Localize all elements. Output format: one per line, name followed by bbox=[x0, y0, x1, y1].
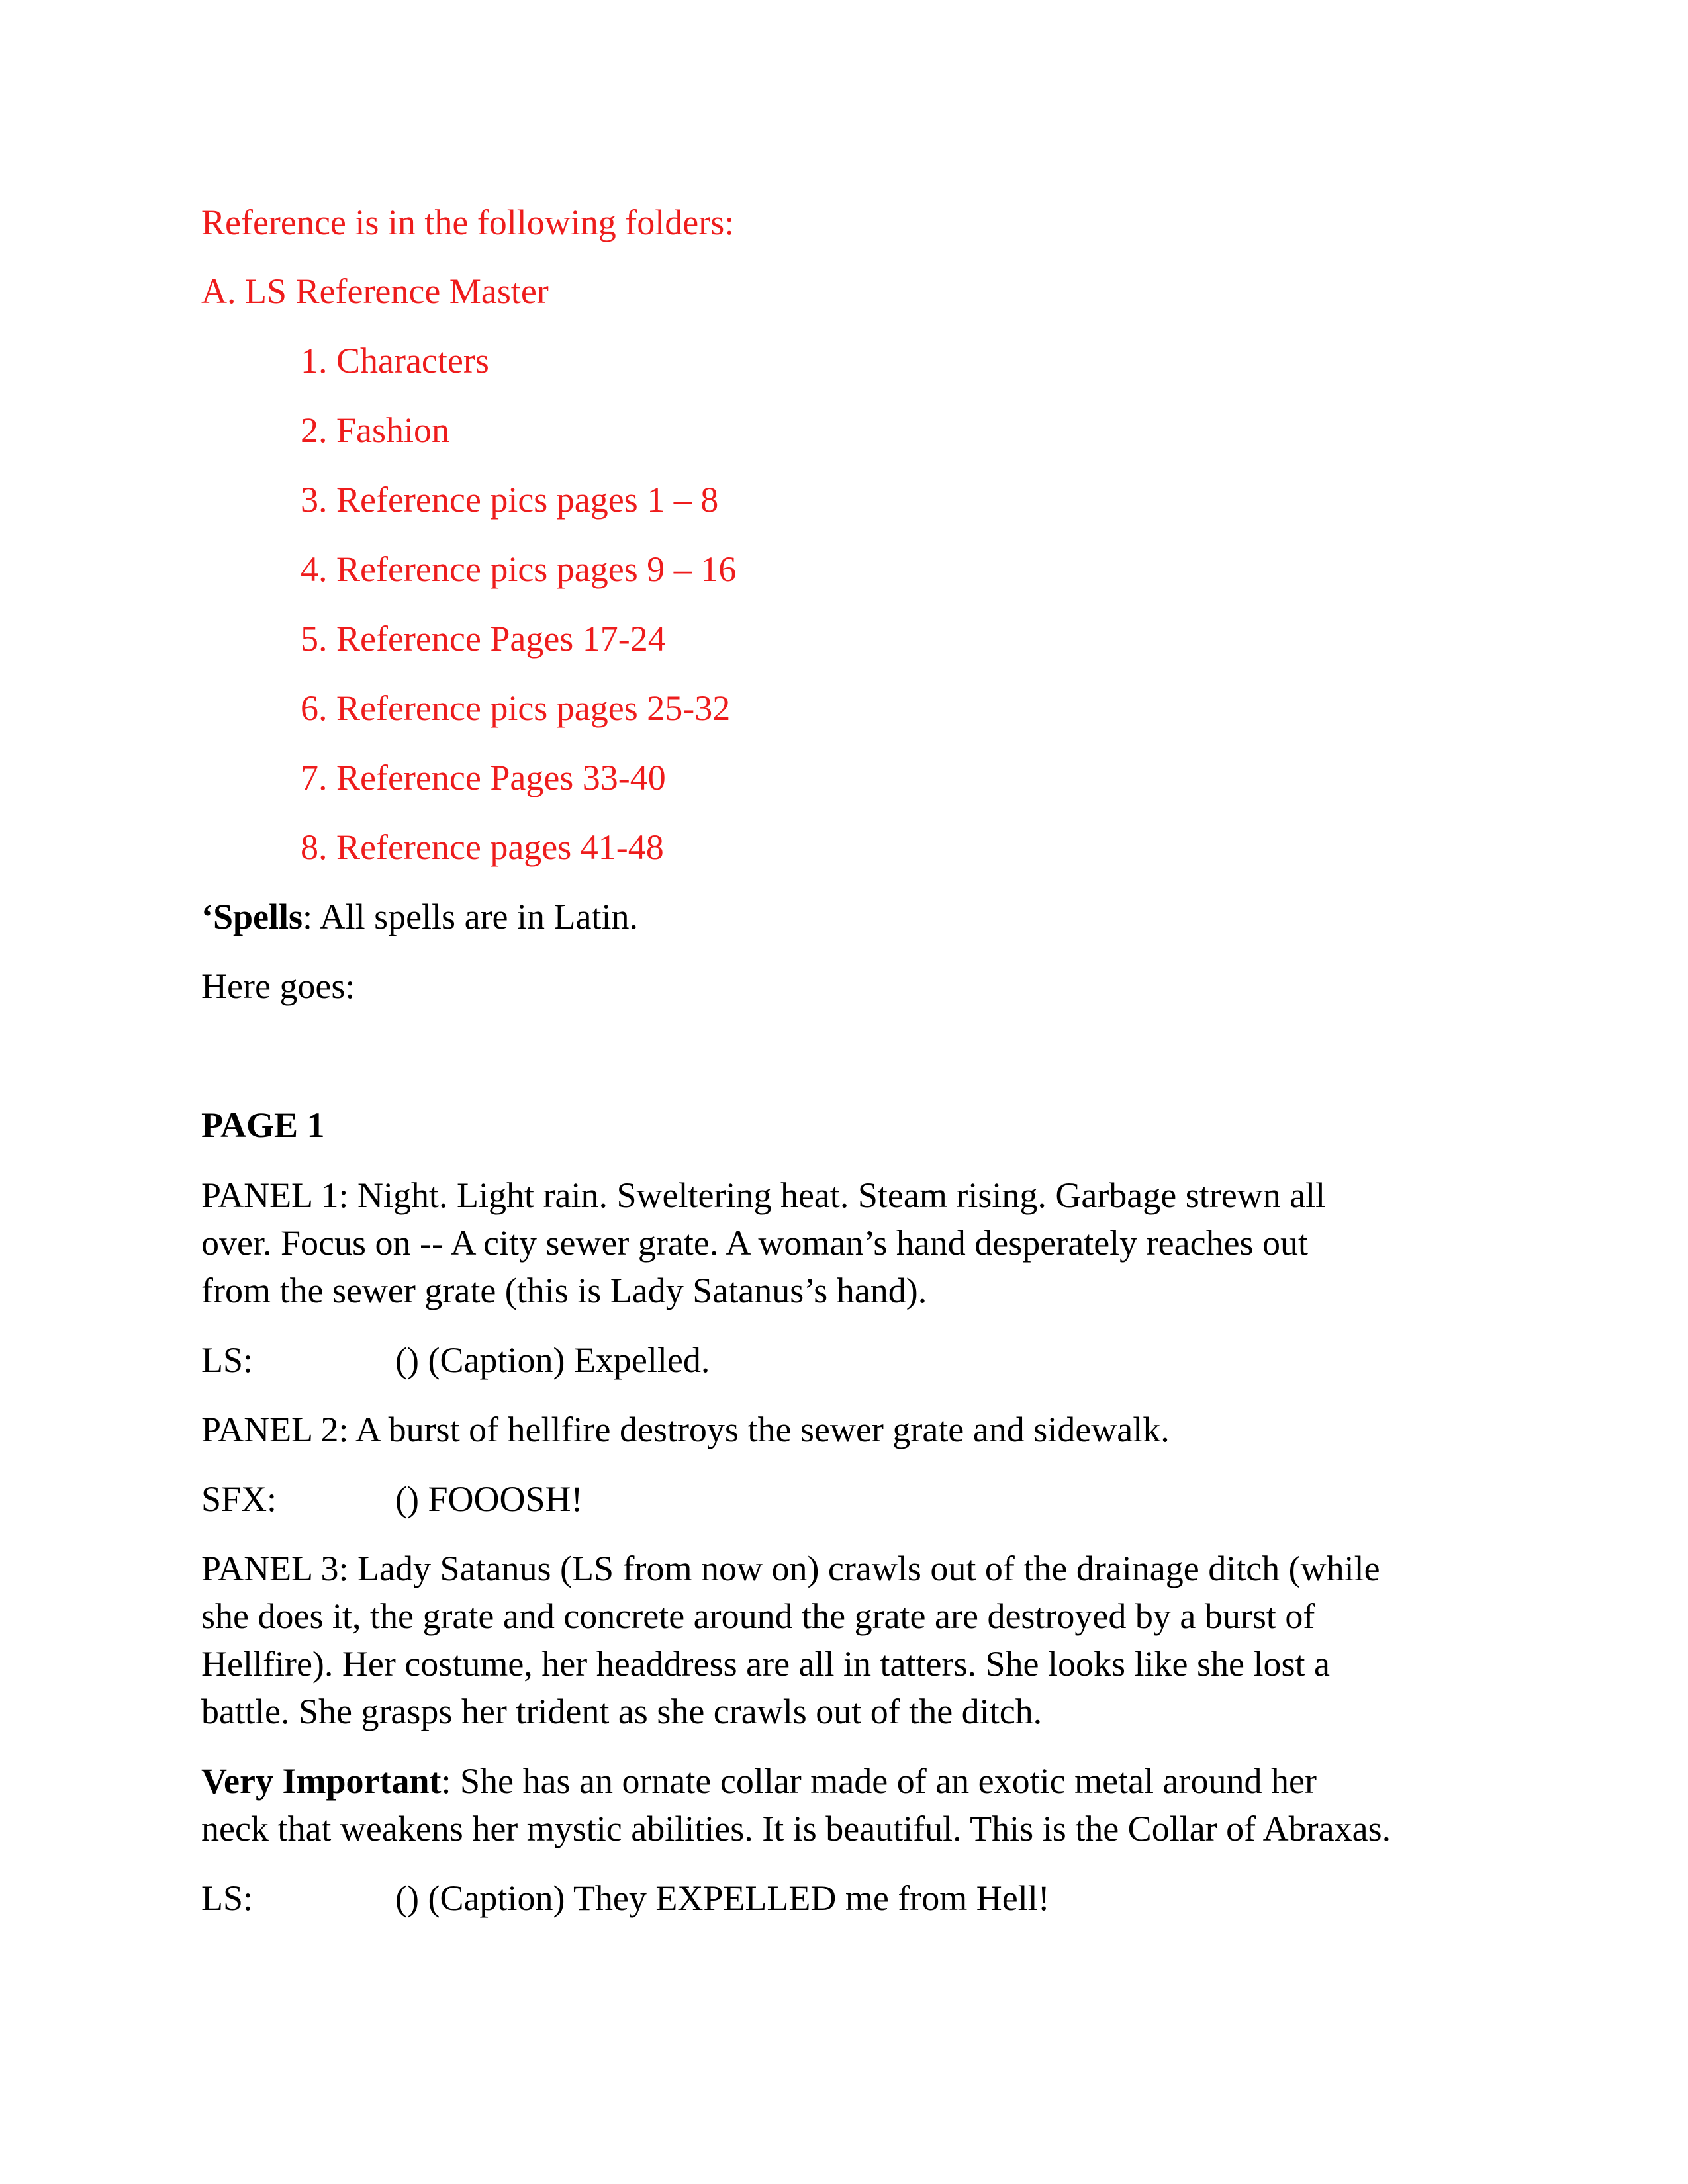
important-line-1 bbox=[201, 1757, 1317, 1805]
important-line-2: neck that weakens her mystic abilities. It is beautiful. This is the Collar of Abraxas. bbox=[201, 1809, 1391, 1848]
panel3-line-4: battle. She grasps her trident as she crawls out of the ditch. bbox=[201, 1692, 1043, 1731]
important-text: : She has an ornate collar made of an exotic metal around her bbox=[441, 1761, 1317, 1801]
important-label: Very Important bbox=[201, 1761, 442, 1801]
spells-label: ‘Spells bbox=[201, 897, 303, 936]
panel1-line-1: PANEL 1: Night. Light rain. Sweltering heat. Steam rising. Garbage strewn all bbox=[201, 1175, 1326, 1215]
panel3-line-1: PANEL 3: Lady Satanus (LS from now on) crawls out of the drainage ditch (while bbox=[201, 1549, 1380, 1588]
panel2-dialogue bbox=[201, 1475, 583, 1523]
panel1-line-2: over. Focus on -- A city sewer grate. A woman’s hand desperately reaches out bbox=[201, 1223, 1309, 1263]
speaker: LS: bbox=[201, 1340, 254, 1380]
panel1-dialogue bbox=[201, 1336, 710, 1384]
folder-reference-pages-33-40: 7. Reference Pages 33-40 bbox=[301, 758, 666, 797]
panel3-line-2: she does it, the grate and concrete around the grate are destroyed by a burst of bbox=[201, 1596, 1315, 1636]
sfx-text: () FOOOSH! bbox=[395, 1479, 583, 1519]
folder-reference-pages-17-24: 5. Reference Pages 17-24 bbox=[301, 619, 666, 659]
folder-characters: 1. Characters bbox=[301, 341, 489, 381]
speaker: LS: bbox=[201, 1878, 254, 1918]
panel3-line-3: Hellfire). Her costume, her headdress are all in tatters. She looks like she lost a bbox=[201, 1644, 1330, 1684]
folder-fashion: 2. Fashion bbox=[301, 410, 450, 450]
folder-reference-pages-41-48: 8. Reference pages 41-48 bbox=[301, 827, 664, 867]
folder-reference-pics-9-16: 4. Reference pics pages 9 – 16 bbox=[301, 549, 737, 589]
panel1-line-3: from the sewer grate (this is Lady Satanus’s hand). bbox=[201, 1271, 927, 1310]
dialogue-text: () (Caption) Expelled. bbox=[395, 1340, 710, 1380]
spells-note bbox=[201, 893, 638, 940]
reference-intro: Reference is in the following folders: bbox=[201, 203, 735, 242]
page-heading: PAGE 1 bbox=[201, 1105, 325, 1145]
final-dialogue bbox=[201, 1874, 1050, 1922]
reference-master-folder: A. LS Reference Master bbox=[201, 271, 549, 311]
spells-text: : All spells are in Latin. bbox=[303, 897, 638, 936]
here-goes: Here goes: bbox=[201, 966, 355, 1006]
dialogue-text: () (Caption) They EXPELLED me from Hell! bbox=[395, 1878, 1050, 1918]
panel2-line-1: PANEL 2: A burst of hellfire destroys the sewer grate and sidewalk. bbox=[201, 1410, 1170, 1449]
speaker: SFX: bbox=[201, 1479, 277, 1519]
folder-reference-pics-1-8: 3. Reference pics pages 1 – 8 bbox=[301, 480, 719, 520]
folder-reference-pics-25-32: 6. Reference pics pages 25-32 bbox=[301, 688, 731, 728]
